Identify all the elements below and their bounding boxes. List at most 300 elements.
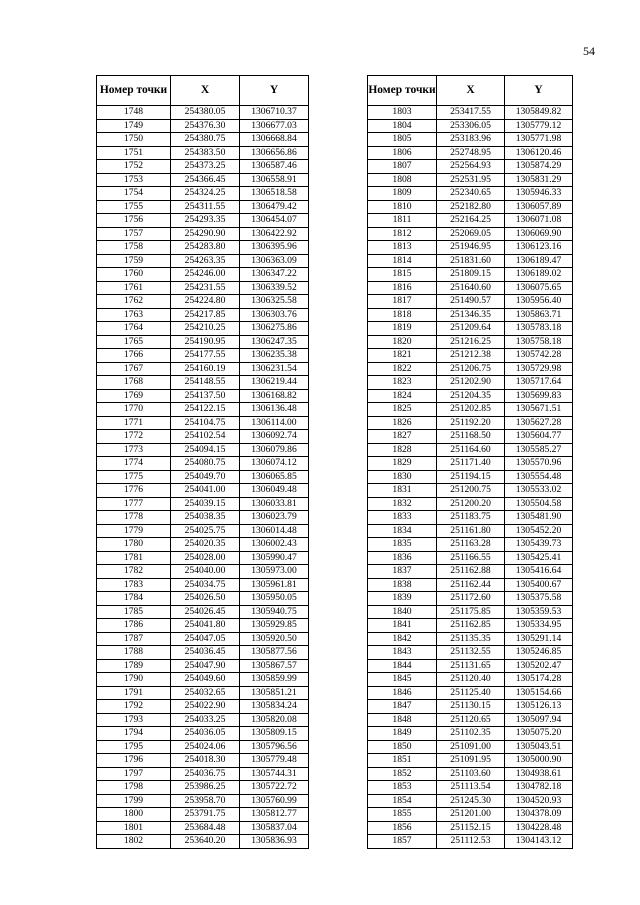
cell-x: 251131.65 bbox=[437, 659, 505, 673]
table-row bbox=[368, 632, 573, 646]
cell-point-number: 1772 bbox=[97, 430, 171, 444]
cell-point-number: 1809 bbox=[368, 187, 437, 201]
cell-x: 254018.30 bbox=[171, 754, 240, 768]
table-row bbox=[368, 700, 573, 714]
cell-x: 251161.80 bbox=[437, 524, 505, 538]
header-y: Y bbox=[240, 76, 309, 106]
cell-y: 1304143.12 bbox=[505, 835, 573, 849]
table-row bbox=[368, 511, 573, 525]
cell-x: 251162.44 bbox=[437, 578, 505, 592]
cell-y: 1305627.28 bbox=[505, 416, 573, 430]
table-row bbox=[368, 470, 573, 484]
table-row bbox=[368, 146, 573, 160]
cell-point-number: 1787 bbox=[97, 632, 171, 646]
cell-y: 1306189.47 bbox=[505, 254, 573, 268]
cell-point-number: 1814 bbox=[368, 254, 437, 268]
table-row bbox=[97, 214, 309, 228]
cell-x: 254380.05 bbox=[171, 106, 240, 120]
cell-x: 254034.75 bbox=[171, 578, 240, 592]
cell-y: 1305863.71 bbox=[505, 308, 573, 322]
cell-y: 1306395.96 bbox=[240, 241, 309, 255]
cell-y: 1305920.50 bbox=[240, 632, 309, 646]
cell-y: 1306071.08 bbox=[505, 214, 573, 228]
cell-x: 251194.15 bbox=[437, 470, 505, 484]
cell-point-number: 1847 bbox=[368, 700, 437, 714]
cell-y: 1305717.64 bbox=[505, 376, 573, 390]
cell-point-number: 1782 bbox=[97, 565, 171, 579]
cell-y: 1305126.13 bbox=[505, 700, 573, 714]
table-row bbox=[368, 106, 573, 120]
table-row bbox=[368, 605, 573, 619]
cell-point-number: 1841 bbox=[368, 619, 437, 633]
cell-y: 1305961.81 bbox=[240, 578, 309, 592]
cell-point-number: 1794 bbox=[97, 727, 171, 741]
cell-y: 1305956.40 bbox=[505, 295, 573, 309]
cell-point-number: 1749 bbox=[97, 119, 171, 133]
cell-point-number: 1758 bbox=[97, 241, 171, 255]
cell-y: 1306033.81 bbox=[240, 497, 309, 511]
cell-y: 1305671.51 bbox=[505, 403, 573, 417]
cell-x: 254038.35 bbox=[171, 511, 240, 525]
cell-x: 254036.45 bbox=[171, 646, 240, 660]
cell-point-number: 1851 bbox=[368, 754, 437, 768]
cell-x: 251103.60 bbox=[437, 767, 505, 781]
cell-y: 1305950.05 bbox=[240, 592, 309, 606]
cell-x: 253986.25 bbox=[171, 781, 240, 795]
table-row bbox=[368, 551, 573, 565]
cell-x: 254041.00 bbox=[171, 484, 240, 498]
cell-y: 1306422.92 bbox=[240, 227, 309, 241]
cell-point-number: 1777 bbox=[97, 497, 171, 511]
cell-point-number: 1816 bbox=[368, 281, 437, 295]
table-row bbox=[368, 646, 573, 660]
cell-y: 1305990.47 bbox=[240, 551, 309, 565]
cell-point-number: 1835 bbox=[368, 538, 437, 552]
cell-point-number: 1818 bbox=[368, 308, 437, 322]
cell-point-number: 1838 bbox=[368, 578, 437, 592]
table-row bbox=[368, 443, 573, 457]
cell-x: 254041.80 bbox=[171, 619, 240, 633]
cell-point-number: 1834 bbox=[368, 524, 437, 538]
cell-x: 254028.00 bbox=[171, 551, 240, 565]
cell-x: 251202.90 bbox=[437, 376, 505, 390]
table-row bbox=[368, 322, 573, 336]
table-row bbox=[368, 173, 573, 187]
cell-x: 251102.35 bbox=[437, 727, 505, 741]
cell-point-number: 1855 bbox=[368, 808, 437, 822]
cell-point-number: 1812 bbox=[368, 227, 437, 241]
cell-y: 1305849.82 bbox=[505, 106, 573, 120]
cell-x: 254217.85 bbox=[171, 308, 240, 322]
cell-x: 251183.75 bbox=[437, 511, 505, 525]
table-row bbox=[97, 173, 309, 187]
cell-point-number: 1852 bbox=[368, 767, 437, 781]
cell-y: 1305416.64 bbox=[505, 565, 573, 579]
cell-x: 254177.55 bbox=[171, 349, 240, 363]
cell-y: 1306325.58 bbox=[240, 295, 309, 309]
cell-x: 254033.25 bbox=[171, 713, 240, 727]
cell-y: 1306479.42 bbox=[240, 200, 309, 214]
cell-y: 1306114.00 bbox=[240, 416, 309, 430]
table-row bbox=[368, 538, 573, 552]
table-row bbox=[97, 133, 309, 147]
table-row bbox=[97, 484, 309, 498]
cell-point-number: 1797 bbox=[97, 767, 171, 781]
cell-y: 1305585.27 bbox=[505, 443, 573, 457]
cell-point-number: 1779 bbox=[97, 524, 171, 538]
table-row bbox=[97, 646, 309, 660]
cell-y: 1306075.65 bbox=[505, 281, 573, 295]
cell-point-number: 1804 bbox=[368, 119, 437, 133]
cell-x: 254049.70 bbox=[171, 470, 240, 484]
table-row bbox=[97, 700, 309, 714]
cell-point-number: 1773 bbox=[97, 443, 171, 457]
cell-point-number: 1793 bbox=[97, 713, 171, 727]
cell-point-number: 1781 bbox=[97, 551, 171, 565]
table-row bbox=[97, 673, 309, 687]
cell-point-number: 1752 bbox=[97, 160, 171, 174]
table-row bbox=[97, 551, 309, 565]
table-row bbox=[97, 106, 309, 120]
table-row bbox=[97, 511, 309, 525]
cell-y: 1305334.95 bbox=[505, 619, 573, 633]
cell-y: 1304228.48 bbox=[505, 821, 573, 835]
cell-x: 254137.50 bbox=[171, 389, 240, 403]
cell-point-number: 1784 bbox=[97, 592, 171, 606]
cell-y: 1306079.86 bbox=[240, 443, 309, 457]
cell-y: 1306219.44 bbox=[240, 376, 309, 390]
cell-x: 254047.90 bbox=[171, 659, 240, 673]
table-row bbox=[97, 187, 309, 201]
cell-y: 1304378.09 bbox=[505, 808, 573, 822]
cell-x: 254190.95 bbox=[171, 335, 240, 349]
cell-point-number: 1795 bbox=[97, 740, 171, 754]
cell-point-number: 1828 bbox=[368, 443, 437, 457]
cell-y: 1305874.29 bbox=[505, 160, 573, 174]
table-row bbox=[97, 268, 309, 282]
cell-point-number: 1760 bbox=[97, 268, 171, 282]
cell-x: 251946.95 bbox=[437, 241, 505, 255]
cell-point-number: 1829 bbox=[368, 457, 437, 471]
cell-point-number: 1813 bbox=[368, 241, 437, 255]
cell-x: 251245.30 bbox=[437, 794, 505, 808]
cell-y: 1305174.28 bbox=[505, 673, 573, 687]
cell-point-number: 1807 bbox=[368, 160, 437, 174]
table-row bbox=[368, 281, 573, 295]
cell-point-number: 1817 bbox=[368, 295, 437, 309]
cell-x: 254047.05 bbox=[171, 632, 240, 646]
table-row bbox=[368, 457, 573, 471]
cell-x: 254311.55 bbox=[171, 200, 240, 214]
cell-point-number: 1765 bbox=[97, 335, 171, 349]
cell-point-number: 1763 bbox=[97, 308, 171, 322]
cell-y: 1305779.12 bbox=[505, 119, 573, 133]
table-row bbox=[368, 727, 573, 741]
cell-y: 1305533.02 bbox=[505, 484, 573, 498]
cell-y: 1306454.07 bbox=[240, 214, 309, 228]
table-row bbox=[97, 808, 309, 822]
cell-x: 254148.55 bbox=[171, 376, 240, 390]
cell-x: 251200.20 bbox=[437, 497, 505, 511]
table-row bbox=[368, 308, 573, 322]
cell-point-number: 1805 bbox=[368, 133, 437, 147]
cell-point-number: 1751 bbox=[97, 146, 171, 160]
table-row bbox=[368, 403, 573, 417]
cell-y: 1305820.08 bbox=[240, 713, 309, 727]
cell-point-number: 1780 bbox=[97, 538, 171, 552]
cell-point-number: 1796 bbox=[97, 754, 171, 768]
cell-x: 253183.96 bbox=[437, 133, 505, 147]
cell-y: 1305481.90 bbox=[505, 511, 573, 525]
header-x: X bbox=[171, 76, 240, 106]
cell-point-number: 1785 bbox=[97, 605, 171, 619]
table-row bbox=[97, 821, 309, 835]
table-row bbox=[97, 254, 309, 268]
cell-x: 251125.40 bbox=[437, 686, 505, 700]
cell-x: 254293.35 bbox=[171, 214, 240, 228]
table-row bbox=[97, 632, 309, 646]
table-row bbox=[368, 808, 573, 822]
cell-point-number: 1789 bbox=[97, 659, 171, 673]
cell-y: 1305452.20 bbox=[505, 524, 573, 538]
table-row bbox=[368, 214, 573, 228]
cell-x: 251163.28 bbox=[437, 538, 505, 552]
table-row bbox=[97, 524, 309, 538]
cell-x: 254040.00 bbox=[171, 565, 240, 579]
cell-x: 251192.20 bbox=[437, 416, 505, 430]
cell-point-number: 1808 bbox=[368, 173, 437, 187]
cell-y: 1305758.18 bbox=[505, 335, 573, 349]
cell-y: 1306057.89 bbox=[505, 200, 573, 214]
cell-y: 1306014.48 bbox=[240, 524, 309, 538]
table-row bbox=[368, 376, 573, 390]
cell-x: 251640.60 bbox=[437, 281, 505, 295]
cell-x: 251091.00 bbox=[437, 740, 505, 754]
cell-point-number: 1825 bbox=[368, 403, 437, 417]
header-x: X bbox=[437, 76, 505, 106]
cell-x: 254380.75 bbox=[171, 133, 240, 147]
cell-y: 1306303.76 bbox=[240, 308, 309, 322]
table-row bbox=[368, 119, 573, 133]
cell-x: 254283.80 bbox=[171, 241, 240, 255]
cell-point-number: 1755 bbox=[97, 200, 171, 214]
table-row bbox=[368, 524, 573, 538]
cell-point-number: 1792 bbox=[97, 700, 171, 714]
table-row bbox=[368, 713, 573, 727]
table-row bbox=[368, 362, 573, 376]
table-header-row bbox=[97, 76, 309, 106]
cell-x: 254039.15 bbox=[171, 497, 240, 511]
cell-y: 1305831.29 bbox=[505, 173, 573, 187]
cell-y: 1305744.31 bbox=[240, 767, 309, 781]
cell-x: 253306.05 bbox=[437, 119, 505, 133]
cell-x: 253791.75 bbox=[171, 808, 240, 822]
table-row bbox=[97, 497, 309, 511]
cell-y: 1306347.22 bbox=[240, 268, 309, 282]
table-row bbox=[368, 187, 573, 201]
cell-point-number: 1853 bbox=[368, 781, 437, 795]
cell-x: 251200.75 bbox=[437, 484, 505, 498]
cell-x: 254210.25 bbox=[171, 322, 240, 336]
cell-x: 251831.60 bbox=[437, 254, 505, 268]
table-row bbox=[97, 322, 309, 336]
table-body-right bbox=[368, 106, 573, 849]
cell-x: 254026.45 bbox=[171, 605, 240, 619]
cell-point-number: 1840 bbox=[368, 605, 437, 619]
cell-y: 1306677.03 bbox=[240, 119, 309, 133]
table-row bbox=[368, 781, 573, 795]
table-row bbox=[97, 565, 309, 579]
cell-point-number: 1776 bbox=[97, 484, 171, 498]
cell-x: 251162.85 bbox=[437, 619, 505, 633]
cell-x: 254024.06 bbox=[171, 740, 240, 754]
cell-point-number: 1788 bbox=[97, 646, 171, 660]
cell-x: 254160.19 bbox=[171, 362, 240, 376]
cell-x: 251171.40 bbox=[437, 457, 505, 471]
cell-point-number: 1843 bbox=[368, 646, 437, 660]
cell-y: 1305783.18 bbox=[505, 322, 573, 336]
cell-y: 1305291.14 bbox=[505, 632, 573, 646]
table-row bbox=[97, 727, 309, 741]
cell-point-number: 1842 bbox=[368, 632, 437, 646]
cell-x: 252340.65 bbox=[437, 187, 505, 201]
table-row bbox=[97, 403, 309, 417]
cell-y: 1305075.20 bbox=[505, 727, 573, 741]
table-row bbox=[368, 821, 573, 835]
table-row bbox=[368, 295, 573, 309]
cell-x: 252069.05 bbox=[437, 227, 505, 241]
cell-x: 254104.75 bbox=[171, 416, 240, 430]
cell-y: 1305859.99 bbox=[240, 673, 309, 687]
table-row bbox=[97, 713, 309, 727]
cell-y: 1305973.00 bbox=[240, 565, 309, 579]
cell-y: 1305836.93 bbox=[240, 835, 309, 849]
table-row bbox=[97, 781, 309, 795]
table-row bbox=[97, 241, 309, 255]
cell-y: 1305834.24 bbox=[240, 700, 309, 714]
page-number: 54 bbox=[583, 44, 595, 58]
cell-x: 251809.15 bbox=[437, 268, 505, 282]
table-row bbox=[368, 835, 573, 849]
cell-x: 254383.50 bbox=[171, 146, 240, 160]
table-row bbox=[368, 619, 573, 633]
cell-point-number: 1844 bbox=[368, 659, 437, 673]
table-row bbox=[368, 497, 573, 511]
cell-x: 252748.95 bbox=[437, 146, 505, 160]
cell-y: 1306189.02 bbox=[505, 268, 573, 282]
table-row bbox=[97, 376, 309, 390]
cell-x: 254025.75 bbox=[171, 524, 240, 538]
cell-point-number: 1839 bbox=[368, 592, 437, 606]
cell-x: 251112.53 bbox=[437, 835, 505, 849]
cell-point-number: 1783 bbox=[97, 578, 171, 592]
cell-y: 1305554.48 bbox=[505, 470, 573, 484]
table-row bbox=[97, 835, 309, 849]
cell-point-number: 1821 bbox=[368, 349, 437, 363]
cell-x: 251166.55 bbox=[437, 551, 505, 565]
cell-point-number: 1802 bbox=[97, 835, 171, 849]
cell-x: 251091.95 bbox=[437, 754, 505, 768]
table-row bbox=[97, 430, 309, 444]
cell-y: 1306074.12 bbox=[240, 457, 309, 471]
cell-point-number: 1766 bbox=[97, 349, 171, 363]
cell-x: 251130.15 bbox=[437, 700, 505, 714]
cell-point-number: 1833 bbox=[368, 511, 437, 525]
cell-y: 1305604.77 bbox=[505, 430, 573, 444]
table-header-row bbox=[368, 76, 573, 106]
cell-point-number: 1836 bbox=[368, 551, 437, 565]
header-point-number: Номер точки bbox=[368, 76, 437, 106]
cell-point-number: 1791 bbox=[97, 686, 171, 700]
cell-point-number: 1769 bbox=[97, 389, 171, 403]
cell-y: 1306049.48 bbox=[240, 484, 309, 498]
cell-y: 1306235.38 bbox=[240, 349, 309, 363]
cell-y: 1305812.77 bbox=[240, 808, 309, 822]
cell-point-number: 1764 bbox=[97, 322, 171, 336]
cell-x: 251202.85 bbox=[437, 403, 505, 417]
cell-y: 1306120.46 bbox=[505, 146, 573, 160]
cell-point-number: 1768 bbox=[97, 376, 171, 390]
cell-y: 1305043.51 bbox=[505, 740, 573, 754]
table-row bbox=[368, 389, 573, 403]
cell-y: 1305699.83 bbox=[505, 389, 573, 403]
cell-y: 1305779.48 bbox=[240, 754, 309, 768]
table-row bbox=[97, 349, 309, 363]
cell-y: 1305867.57 bbox=[240, 659, 309, 673]
cell-point-number: 1832 bbox=[368, 497, 437, 511]
cell-point-number: 1823 bbox=[368, 376, 437, 390]
table-row bbox=[368, 133, 573, 147]
cell-x: 254020.35 bbox=[171, 538, 240, 552]
table-row bbox=[368, 349, 573, 363]
table-row bbox=[97, 146, 309, 160]
cell-y: 1306002.43 bbox=[240, 538, 309, 552]
cell-point-number: 1820 bbox=[368, 335, 437, 349]
cell-point-number: 1810 bbox=[368, 200, 437, 214]
table-row bbox=[368, 160, 573, 174]
header-point-number: Номер точки bbox=[97, 76, 171, 106]
cell-point-number: 1774 bbox=[97, 457, 171, 471]
cell-x: 251201.00 bbox=[437, 808, 505, 822]
cell-y: 1305877.56 bbox=[240, 646, 309, 660]
table-row bbox=[97, 740, 309, 754]
cell-point-number: 1803 bbox=[368, 106, 437, 120]
cell-x: 254122.15 bbox=[171, 403, 240, 417]
table-row bbox=[97, 416, 309, 430]
table-row bbox=[97, 754, 309, 768]
table-row bbox=[97, 686, 309, 700]
table-row bbox=[368, 686, 573, 700]
table-row bbox=[368, 673, 573, 687]
cell-point-number: 1857 bbox=[368, 835, 437, 849]
cell-x: 254022.90 bbox=[171, 700, 240, 714]
table-row bbox=[97, 362, 309, 376]
cell-point-number: 1830 bbox=[368, 470, 437, 484]
cell-point-number: 1757 bbox=[97, 227, 171, 241]
cell-x: 254080.75 bbox=[171, 457, 240, 471]
cell-y: 1305570.96 bbox=[505, 457, 573, 471]
table-row bbox=[97, 659, 309, 673]
cell-point-number: 1806 bbox=[368, 146, 437, 160]
cell-x: 254246.00 bbox=[171, 268, 240, 282]
cell-y: 1304938.61 bbox=[505, 767, 573, 781]
cell-point-number: 1800 bbox=[97, 808, 171, 822]
cell-point-number: 1771 bbox=[97, 416, 171, 430]
cell-x: 251172.60 bbox=[437, 592, 505, 606]
cell-x: 251113.54 bbox=[437, 781, 505, 795]
cell-x: 251162.88 bbox=[437, 565, 505, 579]
cell-point-number: 1824 bbox=[368, 389, 437, 403]
